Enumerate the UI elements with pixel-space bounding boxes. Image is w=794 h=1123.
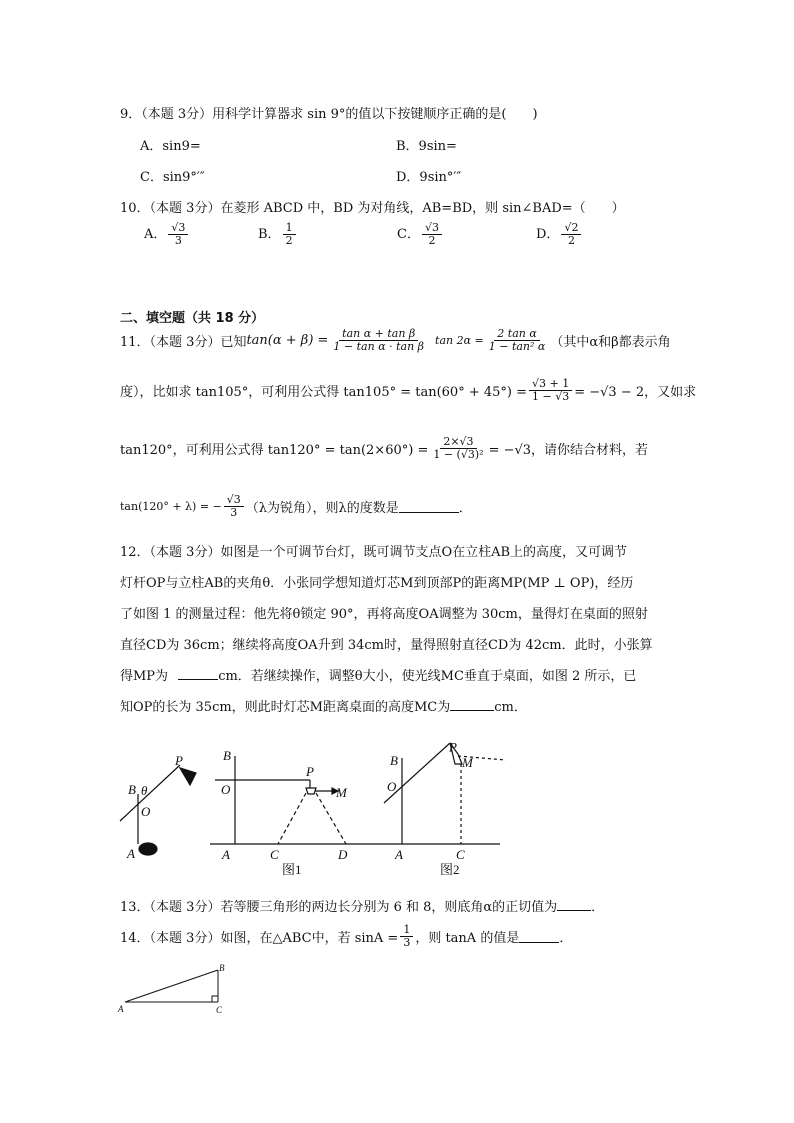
- lamp-base: [139, 843, 157, 855]
- fig1-light-right: [316, 793, 346, 844]
- lamp-label-b: B: [128, 782, 136, 797]
- q12-line5a: 得MP为: [120, 669, 169, 684]
- q11-cond-lhs: tan(120° + λ) = −: [120, 500, 222, 514]
- fig1-label-o: O: [221, 782, 231, 797]
- q13-text: 13．（本题 3分）若等腰三角形的两边长分别为 6 和 8，则底角α的正切值为: [120, 900, 558, 915]
- lamp-label-theta: θ: [141, 783, 148, 798]
- q14-text2: ，则 tanA 的值是: [415, 931, 520, 947]
- fig1-label-m: M: [336, 785, 347, 800]
- fig1-label-c: C: [270, 847, 279, 862]
- lamp-label-p: P: [175, 753, 183, 768]
- q10-stem: 10．（本题 3分）在菱形 ABCD 中，BD 为对角线，AB=BD，则 sin∠BAD=（ ）: [120, 201, 625, 216]
- triangle-right-angle: [212, 996, 218, 1002]
- q11-ex1-den: 1 − √3: [532, 390, 570, 404]
- q10-option-a-num: √3: [168, 222, 188, 235]
- section-title: 二、填空题（共 18 分）: [120, 311, 265, 326]
- q10-option-b-label: B．: [258, 227, 281, 243]
- q10-option-b: [258, 222, 298, 247]
- q12-line5b: cm．若继续操作，调整θ大小，使光线MC垂直于桌面，如图 2 所示，已: [218, 669, 637, 684]
- q13-line: [120, 896, 604, 915]
- q12-answer-blank-2[interactable]: [450, 698, 494, 711]
- triangle-side-ab: [125, 970, 218, 1002]
- fig1-label-b: B: [223, 748, 231, 763]
- triangle-label-c: C: [216, 1005, 223, 1015]
- fig1: [210, 756, 380, 844]
- q11-line3: [120, 436, 648, 461]
- lamp-figure: [120, 765, 196, 855]
- q12-line4: 直径CD为 36cm；继续将高度OA升到 34cm时，量得照射直径CD为 42cm．此时，小张算: [120, 638, 653, 653]
- fig2-caption: 图2: [440, 862, 460, 877]
- q12-answer-blank-1[interactable]: [178, 667, 218, 680]
- q11-cond-num: √3: [224, 494, 244, 507]
- q12-line5: [120, 665, 636, 684]
- fig1-label-p: P: [306, 764, 314, 779]
- fig1-lamp-head: [306, 788, 316, 794]
- q9-option-d: D．9sin°′″: [396, 170, 462, 185]
- q9-option-c: C．sin9°′″: [140, 170, 205, 185]
- q10-option-c-num: √3: [422, 222, 442, 235]
- triangle-label-a: A: [118, 1004, 124, 1014]
- fig2-label-m: M: [462, 755, 473, 770]
- fig2-arm: [384, 743, 450, 803]
- q11-ex2-den: 1 − (√3)²: [433, 448, 484, 462]
- q11-ex2-num: 2×√3: [440, 436, 476, 449]
- fig2-label-a: A: [395, 847, 403, 862]
- q10-option-c: [397, 222, 444, 247]
- fig2-label-b: B: [390, 753, 398, 768]
- q10-option-a-den: 3: [174, 234, 182, 248]
- q12-line6b: cm．: [494, 700, 527, 715]
- q11-formula2-num: 2 tan α: [494, 328, 539, 341]
- q11-formula2-den: 1 − tan² α: [488, 340, 546, 354]
- lamp-label-a: A: [127, 846, 135, 861]
- q10-option-a: [144, 222, 190, 247]
- q10-option-c-den: 2: [428, 234, 436, 248]
- q11-cond-den: 3: [230, 506, 238, 520]
- q11-formula1-lhs: tan(α + β) =: [246, 333, 329, 349]
- q11-text1: （其中α和β都表示角: [550, 335, 671, 351]
- q13-answer-blank[interactable]: [557, 898, 591, 911]
- q11-line1: [120, 328, 671, 353]
- q11-prefix: 11．（本题 3分）已知: [120, 335, 247, 351]
- q12-figures: [110, 738, 520, 880]
- fig2: [380, 743, 506, 844]
- q11-ex2-result: = −√3，请你结合材料，若: [488, 443, 649, 459]
- fig1-label-a: A: [222, 847, 230, 862]
- fig2-label-c: C: [456, 847, 465, 862]
- q10-option-a-label: A．: [144, 227, 167, 243]
- q11-answer-blank[interactable]: [399, 500, 459, 513]
- q10-option-c-label: C．: [397, 227, 420, 243]
- q12-line6a: 知OP的长为 35cm，则此时灯芯M距离桌面的高度MC为: [120, 700, 451, 715]
- q13-period: ．: [591, 900, 605, 915]
- q11-formula1-num: tan α + tan β: [339, 328, 418, 341]
- q9-option-a: A．sin9=: [140, 139, 201, 154]
- fig2-label-o: O: [387, 779, 397, 794]
- lamp-label-o: O: [141, 804, 151, 819]
- q10-option-d-num: √2: [561, 222, 581, 235]
- q10-option-d: [536, 222, 583, 247]
- q9-stem: 9．（本题 3分）用科学计算器求 sin 9°的值以下按键顺序正确的是( ): [120, 107, 538, 122]
- lamp-head: [180, 768, 196, 785]
- q11-formula1-den: 1 − tan α · tan β: [333, 340, 425, 354]
- q10-option-d-label: D．: [536, 227, 560, 243]
- q14-line: [120, 924, 572, 949]
- fig1-light-left: [278, 793, 306, 844]
- q11-ex1-result: = −√3 − 2，又如求: [574, 385, 697, 401]
- q14-triangle-figure: [115, 962, 235, 1018]
- q14-period: ．: [559, 931, 573, 947]
- q11-ex1-num: √3 + 1: [529, 378, 572, 391]
- q11-formula2-lhs: tan 2α =: [435, 334, 484, 348]
- q12-line6: [120, 696, 527, 715]
- triangle-label-b: B: [219, 963, 225, 973]
- q11-period: ．: [458, 501, 472, 517]
- q12-line2: 灯杆OP与立柱AB的夹角θ．小张同学想知道灯芯M到顶部P的距离MP(MP ⊥ OP)，经历: [120, 576, 634, 591]
- q9-option-b: B．9sin=: [396, 139, 457, 154]
- q11-text2: 度），比如求 tan105°，可利用公式得 tan105° = tan(60° + 45°) =: [120, 385, 527, 401]
- q11-cond-tail: （λ为锐角），则λ的度数是: [245, 501, 399, 517]
- q14-num: 1: [400, 924, 413, 937]
- q10-option-b-num: 1: [283, 222, 296, 235]
- q14-text1: 14．（本题 3分）如图，在△ABC中，若 sinA =: [120, 931, 399, 947]
- q11-text3: tan120°，可利用公式得 tan120° = tan(2×60°) =: [120, 443, 429, 459]
- q11-line2: [120, 378, 696, 403]
- fig2-label-p: P: [449, 739, 457, 755]
- q10-option-d-den: 2: [567, 234, 575, 248]
- q14-answer-blank[interactable]: [519, 930, 559, 943]
- q12-line1: 12．（本题 3分）如图是一个可调节台灯，既可调节支点O在立柱AB上的高度，又可调节: [120, 545, 628, 560]
- q10-option-b-den: 2: [285, 234, 293, 248]
- q12-line3: 了如图 1 的测量过程：他先将θ锁定 90°，再将高度OA调整为 30cm，量得灯在桌面的照射: [120, 607, 648, 622]
- q11-line4: [120, 494, 472, 519]
- fig1-label-d: D: [338, 847, 348, 862]
- q14-den: 3: [403, 936, 411, 950]
- fig1-caption: 图1: [282, 862, 302, 877]
